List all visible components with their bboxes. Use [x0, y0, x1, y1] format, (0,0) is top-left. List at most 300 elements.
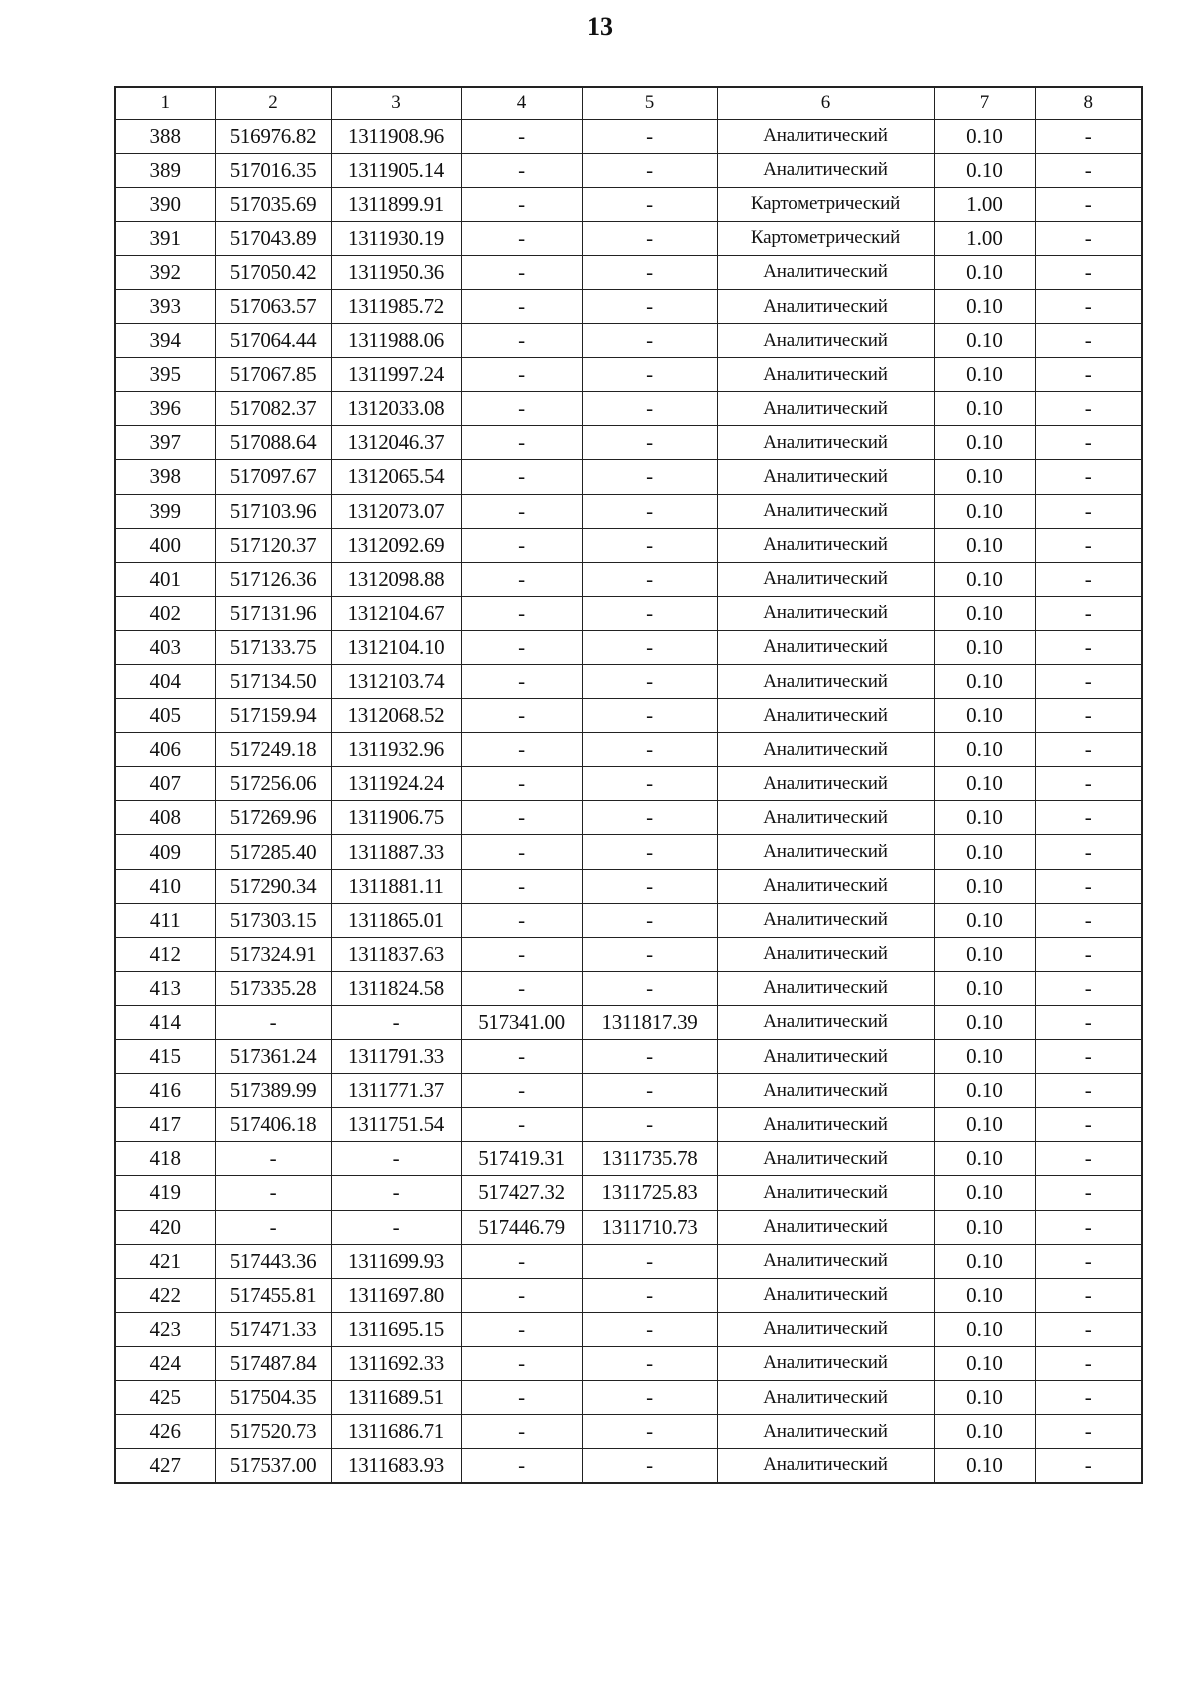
y-coordinate-alt-cell: -: [582, 1312, 717, 1346]
page-number: 13: [587, 12, 613, 41]
method-cell: Аналитический: [717, 153, 934, 187]
y-coordinate-cell: 1311695.15: [331, 1312, 461, 1346]
x-coordinate-cell: 517406.18: [215, 1108, 331, 1142]
point-number-cell: 392: [115, 255, 215, 289]
x-coordinate-alt-cell: -: [461, 426, 582, 460]
point-number-cell: 393: [115, 289, 215, 323]
method-cell: Аналитический: [717, 1210, 934, 1244]
method-cell: Аналитический: [717, 255, 934, 289]
accuracy-cell: 0.10: [934, 392, 1035, 426]
x-coordinate-alt-cell: -: [461, 1108, 582, 1142]
table-row: [115, 1142, 1142, 1176]
method-cell: Аналитический: [717, 1108, 934, 1142]
accuracy-cell: 0.10: [934, 1005, 1035, 1039]
y-coordinate-alt-cell: -: [582, 289, 717, 323]
y-coordinate-alt-cell: -: [582, 1449, 717, 1483]
table-row: [115, 1415, 1142, 1449]
accuracy-cell: 0.10: [934, 255, 1035, 289]
y-coordinate-alt-cell: -: [582, 665, 717, 699]
point-number-cell: 411: [115, 903, 215, 937]
method-cell: Аналитический: [717, 1142, 934, 1176]
y-coordinate-alt-cell: -: [582, 1380, 717, 1414]
x-coordinate-alt-cell: -: [461, 1278, 582, 1312]
y-coordinate-cell: -: [331, 1176, 461, 1210]
method-cell: Аналитический: [717, 1244, 934, 1278]
point-number-cell: 400: [115, 528, 215, 562]
method-cell: Аналитический: [717, 324, 934, 358]
y-coordinate-alt-cell: -: [582, 903, 717, 937]
description-cell: -: [1035, 221, 1142, 255]
y-coordinate-alt-cell: -: [582, 1278, 717, 1312]
description-cell: -: [1035, 119, 1142, 153]
table-row: [115, 869, 1142, 903]
table-row: [115, 937, 1142, 971]
method-cell: Аналитический: [717, 460, 934, 494]
accuracy-cell: 0.10: [934, 1380, 1035, 1414]
description-cell: -: [1035, 1278, 1142, 1312]
column-header-6: 6: [717, 87, 934, 119]
method-cell: Аналитический: [717, 596, 934, 630]
accuracy-cell: 0.10: [934, 767, 1035, 801]
x-coordinate-alt-cell: -: [461, 971, 582, 1005]
y-coordinate-cell: 1311899.91: [331, 187, 461, 221]
x-coordinate-cell: 517064.44: [215, 324, 331, 358]
x-coordinate-alt-cell: -: [461, 1415, 582, 1449]
column-header-2: 2: [215, 87, 331, 119]
y-coordinate-alt-cell: 1311735.78: [582, 1142, 717, 1176]
y-coordinate-alt-cell: -: [582, 1244, 717, 1278]
y-coordinate-alt-cell: -: [582, 1346, 717, 1380]
accuracy-cell: 1.00: [934, 221, 1035, 255]
y-coordinate-cell: 1311824.58: [331, 971, 461, 1005]
table-row: [115, 1005, 1142, 1039]
description-cell: -: [1035, 937, 1142, 971]
y-coordinate-alt-cell: -: [582, 699, 717, 733]
method-cell: Аналитический: [717, 562, 934, 596]
method-cell: Аналитический: [717, 971, 934, 1005]
x-coordinate-cell: -: [215, 1176, 331, 1210]
x-coordinate-alt-cell: 517341.00: [461, 1005, 582, 1039]
column-header-4: 4: [461, 87, 582, 119]
y-coordinate-cell: 1311924.24: [331, 767, 461, 801]
point-number-cell: 408: [115, 801, 215, 835]
x-coordinate-alt-cell: -: [461, 767, 582, 801]
description-cell: -: [1035, 1415, 1142, 1449]
x-coordinate-alt-cell: -: [461, 903, 582, 937]
table-row: [115, 767, 1142, 801]
x-coordinate-cell: 517097.67: [215, 460, 331, 494]
table-row: [115, 255, 1142, 289]
accuracy-cell: 0.10: [934, 1244, 1035, 1278]
y-coordinate-alt-cell: -: [582, 1040, 717, 1074]
y-coordinate-cell: 1311997.24: [331, 358, 461, 392]
point-number-cell: 390: [115, 187, 215, 221]
accuracy-cell: 0.10: [934, 971, 1035, 1005]
x-coordinate-cell: 517063.57: [215, 289, 331, 323]
description-cell: -: [1035, 699, 1142, 733]
description-cell: -: [1035, 971, 1142, 1005]
y-coordinate-alt-cell: 1311710.73: [582, 1210, 717, 1244]
x-coordinate-alt-cell: -: [461, 937, 582, 971]
y-coordinate-alt-cell: -: [582, 153, 717, 187]
table-row: [115, 1040, 1142, 1074]
x-coordinate-alt-cell: 517446.79: [461, 1210, 582, 1244]
point-number-cell: 419: [115, 1176, 215, 1210]
point-number-cell: 416: [115, 1074, 215, 1108]
method-cell: Аналитический: [717, 767, 934, 801]
x-coordinate-cell: 517131.96: [215, 596, 331, 630]
point-number-cell: 417: [115, 1108, 215, 1142]
y-coordinate-cell: 1312065.54: [331, 460, 461, 494]
description-cell: -: [1035, 630, 1142, 664]
x-coordinate-alt-cell: -: [461, 392, 582, 426]
x-coordinate-cell: 517050.42: [215, 255, 331, 289]
x-coordinate-alt-cell: -: [461, 1312, 582, 1346]
y-coordinate-alt-cell: -: [582, 596, 717, 630]
y-coordinate-alt-cell: -: [582, 494, 717, 528]
description-cell: -: [1035, 1210, 1142, 1244]
description-cell: -: [1035, 153, 1142, 187]
method-cell: Картометрический: [717, 221, 934, 255]
method-cell: Аналитический: [717, 1312, 934, 1346]
description-cell: -: [1035, 869, 1142, 903]
point-number-cell: 410: [115, 869, 215, 903]
accuracy-cell: 0.10: [934, 665, 1035, 699]
point-number-cell: 409: [115, 835, 215, 869]
x-coordinate-alt-cell: -: [461, 460, 582, 494]
table-row: [115, 358, 1142, 392]
point-number-cell: 414: [115, 1005, 215, 1039]
method-cell: Аналитический: [717, 699, 934, 733]
y-coordinate-cell: 1312046.37: [331, 426, 461, 460]
accuracy-cell: 0.10: [934, 835, 1035, 869]
description-cell: -: [1035, 392, 1142, 426]
y-coordinate-cell: 1312104.67: [331, 596, 461, 630]
accuracy-cell: 0.10: [934, 528, 1035, 562]
point-number-cell: 412: [115, 937, 215, 971]
accuracy-cell: 0.10: [934, 630, 1035, 664]
description-cell: -: [1035, 1005, 1142, 1039]
table-header-row: [115, 87, 1142, 119]
y-coordinate-cell: 1312092.69: [331, 528, 461, 562]
x-coordinate-cell: 517249.18: [215, 733, 331, 767]
accuracy-cell: 0.10: [934, 1415, 1035, 1449]
x-coordinate-cell: 517303.15: [215, 903, 331, 937]
y-coordinate-alt-cell: -: [582, 119, 717, 153]
x-coordinate-cell: 517389.99: [215, 1074, 331, 1108]
accuracy-cell: 0.10: [934, 119, 1035, 153]
table-row: [115, 1278, 1142, 1312]
table-row: [115, 903, 1142, 937]
y-coordinate-cell: 1312073.07: [331, 494, 461, 528]
description-cell: -: [1035, 426, 1142, 460]
method-cell: Аналитический: [717, 733, 934, 767]
point-number-cell: 405: [115, 699, 215, 733]
description-cell: -: [1035, 1142, 1142, 1176]
x-coordinate-alt-cell: -: [461, 324, 582, 358]
y-coordinate-alt-cell: -: [582, 562, 717, 596]
description-cell: -: [1035, 1449, 1142, 1483]
description-cell: -: [1035, 1176, 1142, 1210]
description-cell: -: [1035, 460, 1142, 494]
table-row: [115, 426, 1142, 460]
accuracy-cell: 0.10: [934, 869, 1035, 903]
description-cell: -: [1035, 1108, 1142, 1142]
x-coordinate-cell: 517290.34: [215, 869, 331, 903]
accuracy-cell: 0.10: [934, 801, 1035, 835]
column-header-3: 3: [331, 87, 461, 119]
point-number-cell: 389: [115, 153, 215, 187]
x-coordinate-cell: 517082.37: [215, 392, 331, 426]
y-coordinate-alt-cell: 1311725.83: [582, 1176, 717, 1210]
x-coordinate-alt-cell: 517419.31: [461, 1142, 582, 1176]
point-number-cell: 420: [115, 1210, 215, 1244]
y-coordinate-cell: -: [331, 1210, 461, 1244]
table-row: [115, 289, 1142, 323]
table-row: [115, 187, 1142, 221]
y-coordinate-cell: 1311950.36: [331, 255, 461, 289]
y-coordinate-alt-cell: -: [582, 358, 717, 392]
table-row: [115, 1176, 1142, 1210]
point-number-cell: 398: [115, 460, 215, 494]
x-coordinate-cell: -: [215, 1005, 331, 1039]
column-header-5: 5: [582, 87, 717, 119]
x-coordinate-cell: -: [215, 1210, 331, 1244]
point-number-cell: 394: [115, 324, 215, 358]
y-coordinate-cell: 1311692.33: [331, 1346, 461, 1380]
y-coordinate-alt-cell: -: [582, 767, 717, 801]
description-cell: -: [1035, 801, 1142, 835]
y-coordinate-cell: 1311908.96: [331, 119, 461, 153]
x-coordinate-cell: 517159.94: [215, 699, 331, 733]
method-cell: Аналитический: [717, 494, 934, 528]
x-coordinate-cell: 517067.85: [215, 358, 331, 392]
y-coordinate-alt-cell: -: [582, 1074, 717, 1108]
point-number-cell: 418: [115, 1142, 215, 1176]
point-number-cell: 425: [115, 1380, 215, 1414]
x-coordinate-alt-cell: -: [461, 153, 582, 187]
accuracy-cell: 0.10: [934, 1346, 1035, 1380]
method-cell: Аналитический: [717, 665, 934, 699]
method-cell: Аналитический: [717, 801, 934, 835]
method-cell: Аналитический: [717, 528, 934, 562]
table-row: [115, 971, 1142, 1005]
table-row: [115, 630, 1142, 664]
accuracy-cell: 0.10: [934, 1449, 1035, 1483]
y-coordinate-alt-cell: -: [582, 630, 717, 664]
method-cell: Аналитический: [717, 358, 934, 392]
y-coordinate-cell: 1312068.52: [331, 699, 461, 733]
method-cell: Картометрический: [717, 187, 934, 221]
table-row: [115, 1449, 1142, 1483]
method-cell: Аналитический: [717, 1415, 934, 1449]
method-cell: Аналитический: [717, 937, 934, 971]
x-coordinate-alt-cell: -: [461, 801, 582, 835]
description-cell: -: [1035, 289, 1142, 323]
point-number-cell: 406: [115, 733, 215, 767]
method-cell: Аналитический: [717, 1040, 934, 1074]
y-coordinate-alt-cell: -: [582, 835, 717, 869]
y-coordinate-alt-cell: -: [582, 187, 717, 221]
table-row: [115, 1346, 1142, 1380]
y-coordinate-cell: 1311683.93: [331, 1449, 461, 1483]
y-coordinate-alt-cell: -: [582, 221, 717, 255]
x-coordinate-alt-cell: -: [461, 630, 582, 664]
description-cell: -: [1035, 1312, 1142, 1346]
x-coordinate-alt-cell: -: [461, 733, 582, 767]
column-header-1: 1: [115, 87, 215, 119]
description-cell: -: [1035, 1040, 1142, 1074]
point-number-cell: 403: [115, 630, 215, 664]
x-coordinate-cell: 517504.35: [215, 1380, 331, 1414]
table-row: [115, 562, 1142, 596]
y-coordinate-alt-cell: 1311817.39: [582, 1005, 717, 1039]
y-coordinate-cell: 1311791.33: [331, 1040, 461, 1074]
y-coordinate-cell: 1312103.74: [331, 665, 461, 699]
y-coordinate-alt-cell: -: [582, 1415, 717, 1449]
point-number-cell: 415: [115, 1040, 215, 1074]
point-number-cell: 399: [115, 494, 215, 528]
x-coordinate-cell: 517043.89: [215, 221, 331, 255]
x-coordinate-alt-cell: -: [461, 358, 582, 392]
method-cell: Аналитический: [717, 869, 934, 903]
description-cell: -: [1035, 528, 1142, 562]
x-coordinate-alt-cell: -: [461, 835, 582, 869]
point-number-cell: 391: [115, 221, 215, 255]
table-row: [115, 1244, 1142, 1278]
y-coordinate-alt-cell: -: [582, 324, 717, 358]
x-coordinate-cell: 516976.82: [215, 119, 331, 153]
method-cell: Аналитический: [717, 426, 934, 460]
x-coordinate-cell: 517016.35: [215, 153, 331, 187]
method-cell: Аналитический: [717, 119, 934, 153]
point-number-cell: 401: [115, 562, 215, 596]
y-coordinate-alt-cell: -: [582, 801, 717, 835]
x-coordinate-alt-cell: -: [461, 494, 582, 528]
accuracy-cell: 0.10: [934, 1210, 1035, 1244]
x-coordinate-alt-cell: -: [461, 1040, 582, 1074]
y-coordinate-cell: 1311865.01: [331, 903, 461, 937]
table-row: [115, 528, 1142, 562]
table-row: [115, 699, 1142, 733]
x-coordinate-cell: 517285.40: [215, 835, 331, 869]
accuracy-cell: 0.10: [934, 494, 1035, 528]
y-coordinate-cell: 1311985.72: [331, 289, 461, 323]
method-cell: Аналитический: [717, 1005, 934, 1039]
accuracy-cell: 0.10: [934, 1108, 1035, 1142]
y-coordinate-cell: 1311887.33: [331, 835, 461, 869]
y-coordinate-alt-cell: -: [582, 971, 717, 1005]
method-cell: Аналитический: [717, 392, 934, 426]
description-cell: -: [1035, 255, 1142, 289]
x-coordinate-cell: 517103.96: [215, 494, 331, 528]
description-cell: -: [1035, 1346, 1142, 1380]
method-cell: Аналитический: [717, 1380, 934, 1414]
x-coordinate-cell: 517455.81: [215, 1278, 331, 1312]
y-coordinate-alt-cell: -: [582, 937, 717, 971]
accuracy-cell: 0.10: [934, 1278, 1035, 1312]
method-cell: Аналитический: [717, 1074, 934, 1108]
y-coordinate-cell: 1311930.19: [331, 221, 461, 255]
table-row: [115, 665, 1142, 699]
point-number-cell: 388: [115, 119, 215, 153]
description-cell: -: [1035, 903, 1142, 937]
table-row: [115, 1210, 1142, 1244]
description-cell: -: [1035, 596, 1142, 630]
accuracy-cell: 0.10: [934, 358, 1035, 392]
table-row: [115, 460, 1142, 494]
column-header-8: 8: [1035, 87, 1142, 119]
x-coordinate-cell: 517324.91: [215, 937, 331, 971]
x-coordinate-alt-cell: -: [461, 1244, 582, 1278]
table-row: [115, 733, 1142, 767]
y-coordinate-alt-cell: -: [582, 460, 717, 494]
x-coordinate-cell: 517269.96: [215, 801, 331, 835]
x-coordinate-alt-cell: -: [461, 187, 582, 221]
point-number-cell: 413: [115, 971, 215, 1005]
point-number-cell: 424: [115, 1346, 215, 1380]
x-coordinate-alt-cell: 517427.32: [461, 1176, 582, 1210]
table-row: [115, 1380, 1142, 1414]
method-cell: Аналитический: [717, 903, 934, 937]
description-cell: -: [1035, 324, 1142, 358]
y-coordinate-alt-cell: -: [582, 869, 717, 903]
accuracy-cell: 0.10: [934, 1142, 1035, 1176]
y-coordinate-cell: 1311697.80: [331, 1278, 461, 1312]
x-coordinate-cell: 517487.84: [215, 1346, 331, 1380]
point-number-cell: 402: [115, 596, 215, 630]
y-coordinate-cell: -: [331, 1005, 461, 1039]
point-number-cell: 422: [115, 1278, 215, 1312]
method-cell: Аналитический: [717, 1176, 934, 1210]
y-coordinate-cell: 1311689.51: [331, 1380, 461, 1414]
y-coordinate-alt-cell: -: [582, 733, 717, 767]
table-body: [115, 119, 1142, 1483]
x-coordinate-alt-cell: -: [461, 119, 582, 153]
method-cell: Аналитический: [717, 1278, 934, 1312]
method-cell: Аналитический: [717, 289, 934, 323]
accuracy-cell: 0.10: [934, 699, 1035, 733]
description-cell: -: [1035, 733, 1142, 767]
table-row: [115, 324, 1142, 358]
y-coordinate-alt-cell: -: [582, 392, 717, 426]
column-header-7: 7: [934, 87, 1035, 119]
x-coordinate-alt-cell: -: [461, 1380, 582, 1414]
y-coordinate-cell: 1311905.14: [331, 153, 461, 187]
x-coordinate-cell: 517537.00: [215, 1449, 331, 1483]
description-cell: -: [1035, 187, 1142, 221]
coordinates-table: [114, 86, 1143, 1484]
description-cell: -: [1035, 358, 1142, 392]
y-coordinate-cell: 1311881.11: [331, 869, 461, 903]
description-cell: -: [1035, 767, 1142, 801]
y-coordinate-alt-cell: -: [582, 1108, 717, 1142]
accuracy-cell: 0.10: [934, 937, 1035, 971]
description-cell: -: [1035, 1074, 1142, 1108]
point-number-cell: 396: [115, 392, 215, 426]
x-coordinate-alt-cell: -: [461, 528, 582, 562]
table-row: [115, 1312, 1142, 1346]
y-coordinate-cell: 1311771.37: [331, 1074, 461, 1108]
accuracy-cell: 0.10: [934, 903, 1035, 937]
table-row: [115, 494, 1142, 528]
x-coordinate-alt-cell: -: [461, 869, 582, 903]
y-coordinate-cell: 1311686.71: [331, 1415, 461, 1449]
method-cell: Аналитический: [717, 1346, 934, 1380]
x-coordinate-cell: 517035.69: [215, 187, 331, 221]
table-row: [115, 1074, 1142, 1108]
point-number-cell: 421: [115, 1244, 215, 1278]
